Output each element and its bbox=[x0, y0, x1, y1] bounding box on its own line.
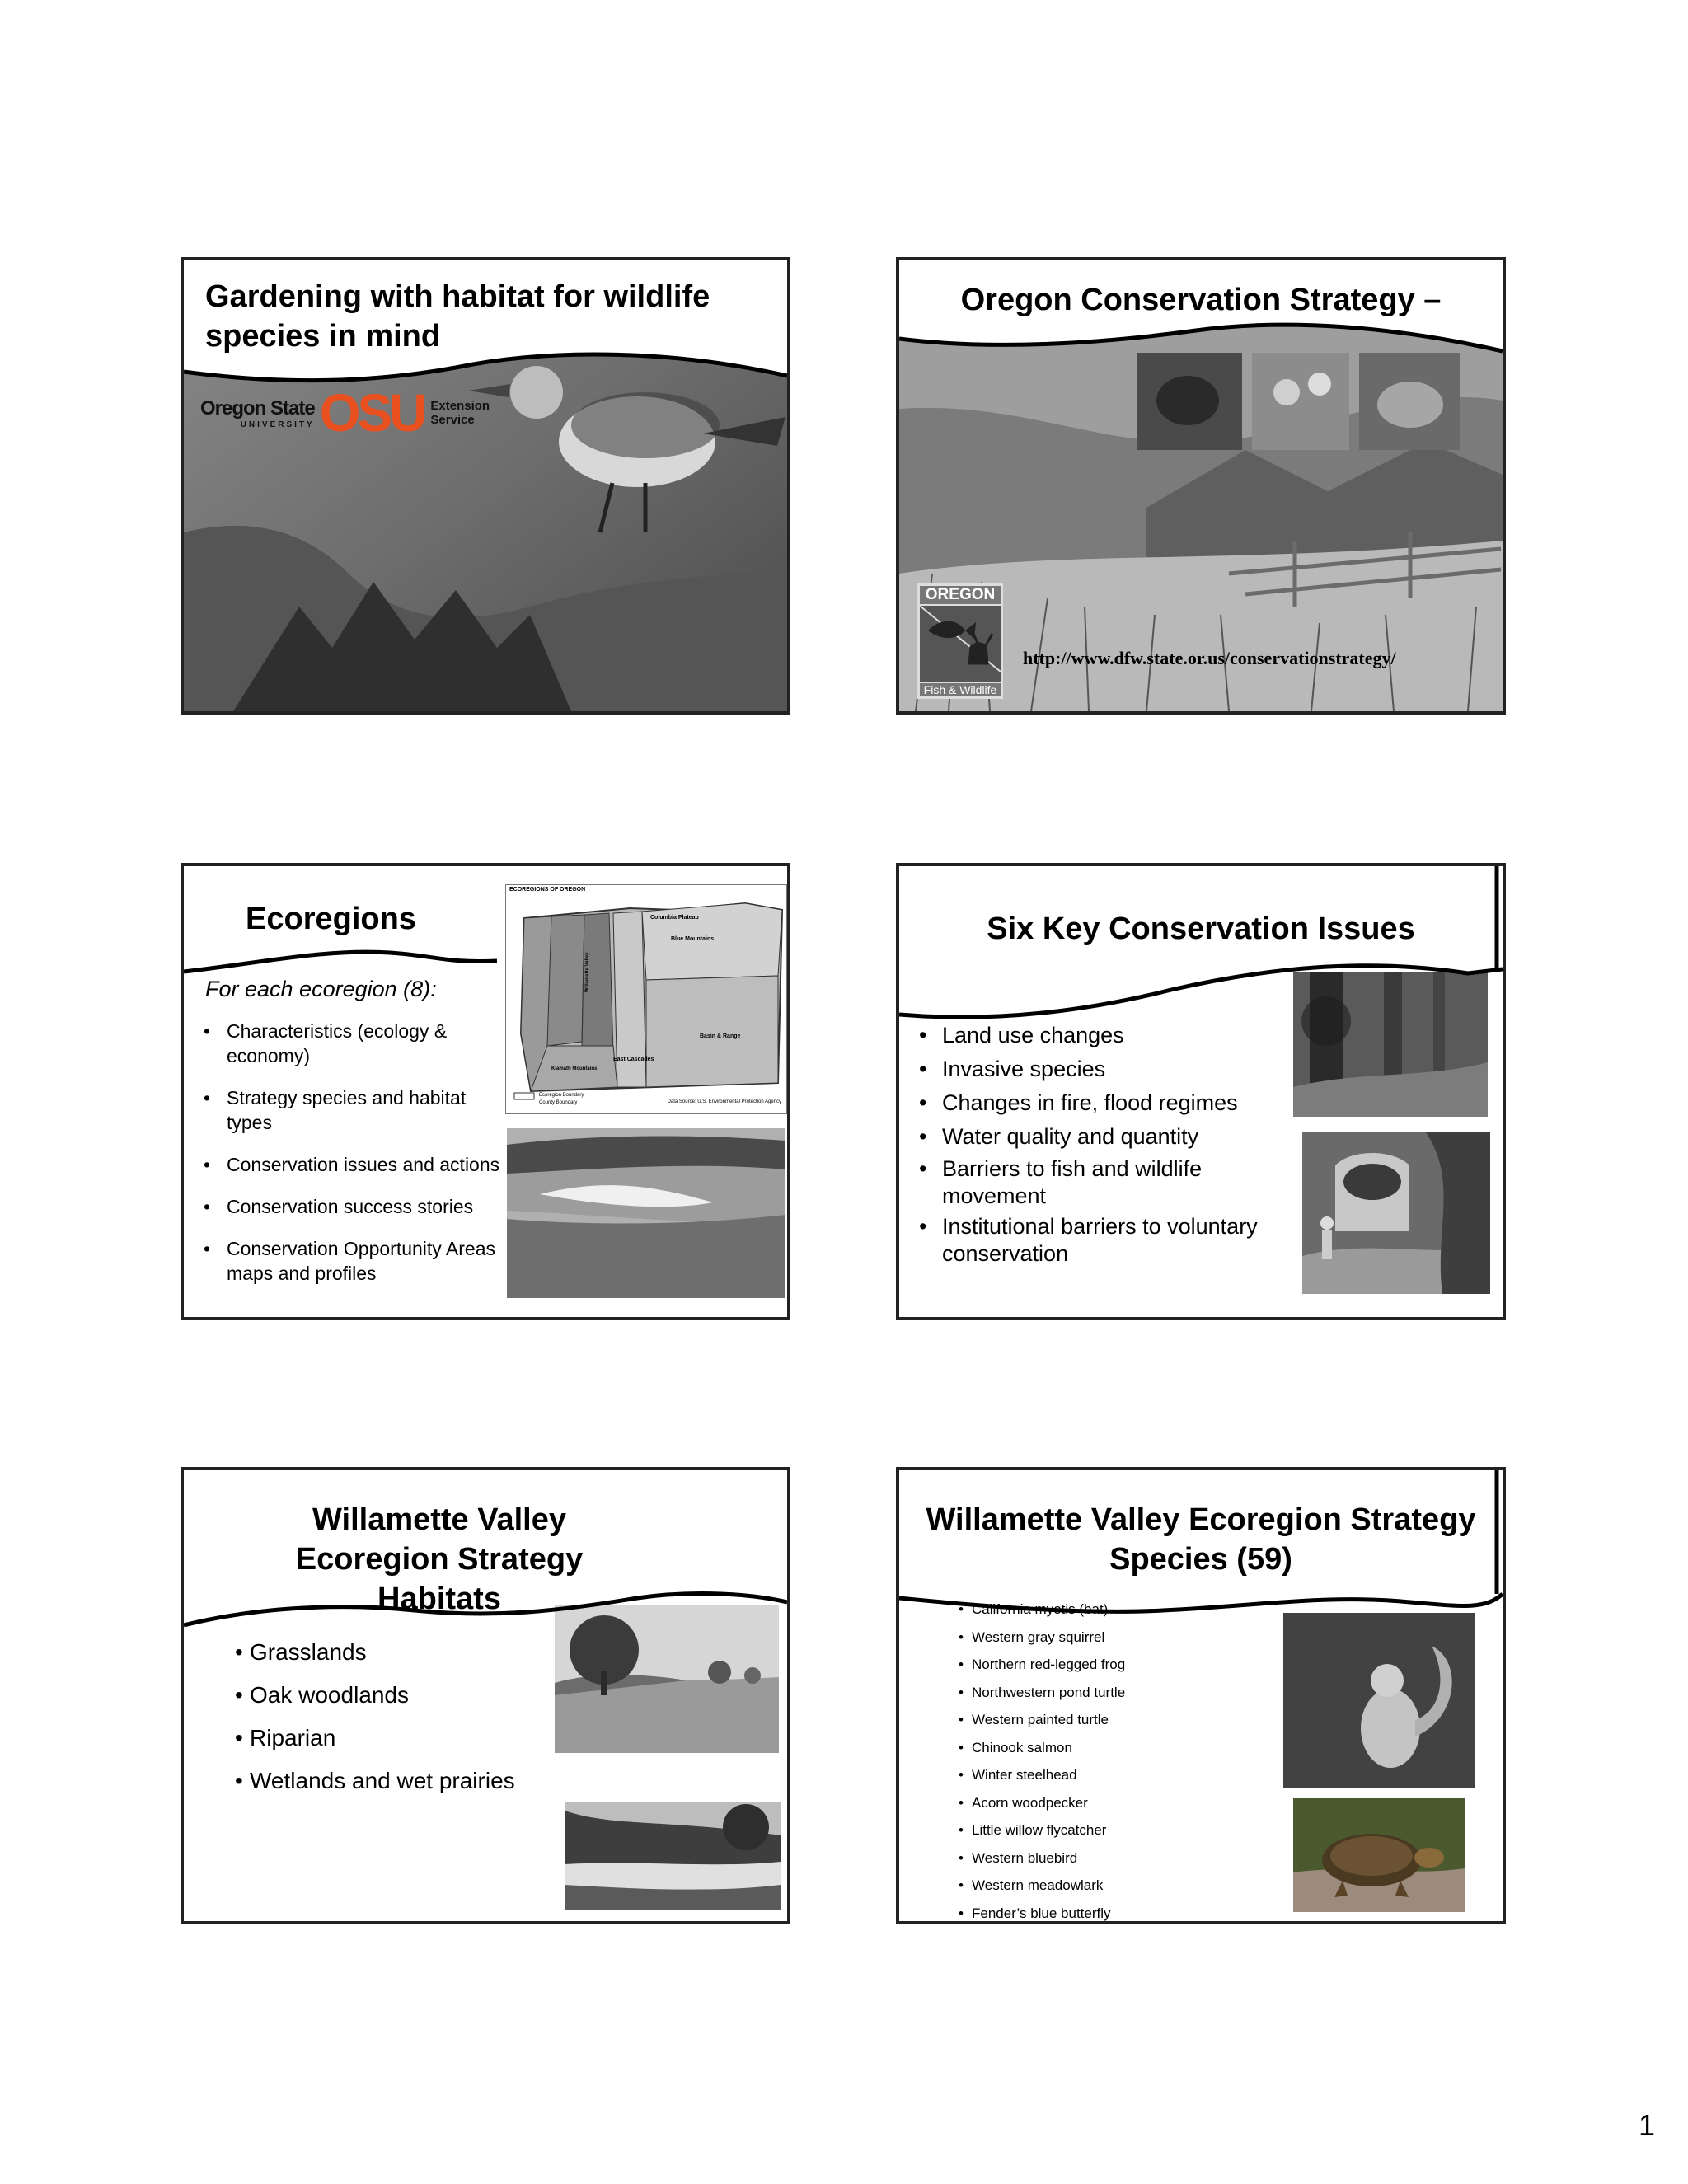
bullet-item: • Characteristics (ecology & economy) bbox=[204, 1019, 500, 1068]
bullet-item: • Chinook salmon bbox=[959, 1734, 1288, 1762]
bullet-item: • Western gray squirrel bbox=[959, 1624, 1288, 1652]
map-title: ECOREGIONS OF OREGON bbox=[509, 887, 586, 893]
slide-2 bbox=[896, 257, 1506, 715]
badge-bottom: Fish & Wildlife bbox=[920, 682, 1001, 696]
map-label: Blue Mountains bbox=[671, 936, 715, 942]
logo-sub: UNIVERSITY bbox=[240, 419, 315, 429]
bullet-item: • California myotis (bat) bbox=[959, 1596, 1288, 1624]
slide-title: Willamette Valley Ecoregion Strategy Species (59) bbox=[926, 1502, 1476, 1577]
map-label: Columbia Plateau bbox=[650, 915, 699, 921]
bullet-item: • Fender’s blue butterfly bbox=[959, 1900, 1288, 1925]
bullet-item: • Western meadowlark bbox=[959, 1872, 1288, 1900]
bullet-item: • Acorn woodpecker bbox=[959, 1789, 1288, 1817]
pond-turtle-photo bbox=[1293, 1798, 1465, 1912]
slide-title: Gardening with habitat for wildlife species in mind bbox=[205, 279, 710, 354]
species-bullets bbox=[959, 1596, 1288, 1924]
map-label: Basin & Range bbox=[700, 1033, 741, 1039]
slide-title: Oregon Conservation Strategy – bbox=[960, 283, 1442, 317]
bullet-item: • Conservation Opportunity Areas maps and profiles bbox=[204, 1236, 500, 1286]
habitat-bullets bbox=[235, 1639, 515, 1794]
bullet-item: • Western painted turtle bbox=[959, 1706, 1288, 1734]
slide-subtitle: For each ecoregion (8): bbox=[205, 977, 437, 1001]
culvert-stream-photo bbox=[1302, 1132, 1490, 1294]
map-source: Data Source: U.S. Environmental Protection Agency bbox=[667, 1099, 781, 1104]
bullet-item: • Little willow flycatcher bbox=[959, 1816, 1288, 1844]
slide-1 bbox=[181, 257, 790, 715]
logo-extension: Extension bbox=[430, 399, 490, 413]
gray-squirrel-photo bbox=[1283, 1613, 1475, 1788]
bullet-item: • Northern red-legged frog bbox=[959, 1651, 1288, 1679]
map-legend-item: Ecoregion Boundary bbox=[539, 1093, 584, 1098]
bullet-item: • Invasive species bbox=[919, 1054, 1298, 1085]
bullet-item: • Water quality and quantity bbox=[919, 1122, 1298, 1152]
conservation-strategy-link[interactable]: http://www.dfw.state.or.us/conservationstrategy/ bbox=[1023, 648, 1396, 668]
fish-deer-icon bbox=[920, 606, 1001, 672]
odfw-badge bbox=[917, 583, 1003, 699]
bullet-item: • Wetlands and wet prairies bbox=[235, 1768, 515, 1794]
bullet-item: • Strategy species and habitat types bbox=[204, 1085, 500, 1135]
slide-5 bbox=[181, 1467, 790, 1924]
riparian-river-photo bbox=[565, 1802, 781, 1910]
coastal-estuary-photo bbox=[507, 1128, 785, 1298]
map-legend-item: County Boundary bbox=[539, 1100, 578, 1105]
page-number: 1 bbox=[1638, 2108, 1655, 2142]
slide-title: Willamette Valley Ecoregion Strategy Habitats bbox=[295, 1502, 584, 1616]
ecoregion-bullets bbox=[204, 1019, 500, 1286]
conservation-issues-bullets bbox=[919, 1020, 1298, 1268]
bullet-item: • Barriers to fish and wildlife movement bbox=[919, 1155, 1298, 1210]
bullet-item: • Land use changes bbox=[919, 1020, 1298, 1051]
bullet-item: • Conservation issues and actions bbox=[204, 1152, 500, 1177]
map-label: Willamette Valley bbox=[585, 952, 590, 992]
bullet-item: • Conservation success stories bbox=[204, 1194, 500, 1219]
badge-top: OREGON bbox=[920, 586, 1001, 606]
slide-3 bbox=[181, 863, 790, 1320]
slide-title: Ecoregions bbox=[246, 902, 416, 936]
bullet-item: • Winter steelhead bbox=[959, 1761, 1288, 1789]
bullet-item: • Changes in fire, flood regimes bbox=[919, 1088, 1298, 1118]
slide-6 bbox=[896, 1467, 1506, 1924]
bullet-item: • Northwestern pond turtle bbox=[959, 1679, 1288, 1707]
bullet-item: • Institutional barriers to voluntary conservation bbox=[919, 1213, 1298, 1268]
map-label: Klamath Mountains bbox=[551, 1066, 598, 1071]
osu-extension-logo bbox=[200, 383, 490, 443]
bullet-item: • Riparian bbox=[235, 1725, 515, 1751]
slide-4 bbox=[896, 863, 1506, 1320]
slide-title: Six Key Conservation Issues bbox=[987, 912, 1415, 946]
bullet-item: • Oak woodlands bbox=[235, 1682, 515, 1708]
osu-mark: OSU bbox=[319, 383, 424, 443]
logo-service: Service bbox=[430, 413, 475, 427]
map-label: East Cascades bbox=[613, 1057, 654, 1062]
logo-name: Oregon State bbox=[200, 396, 315, 419]
bullet-item: • Western bluebird bbox=[959, 1844, 1288, 1872]
bullet-item: • Grasslands bbox=[235, 1639, 515, 1666]
